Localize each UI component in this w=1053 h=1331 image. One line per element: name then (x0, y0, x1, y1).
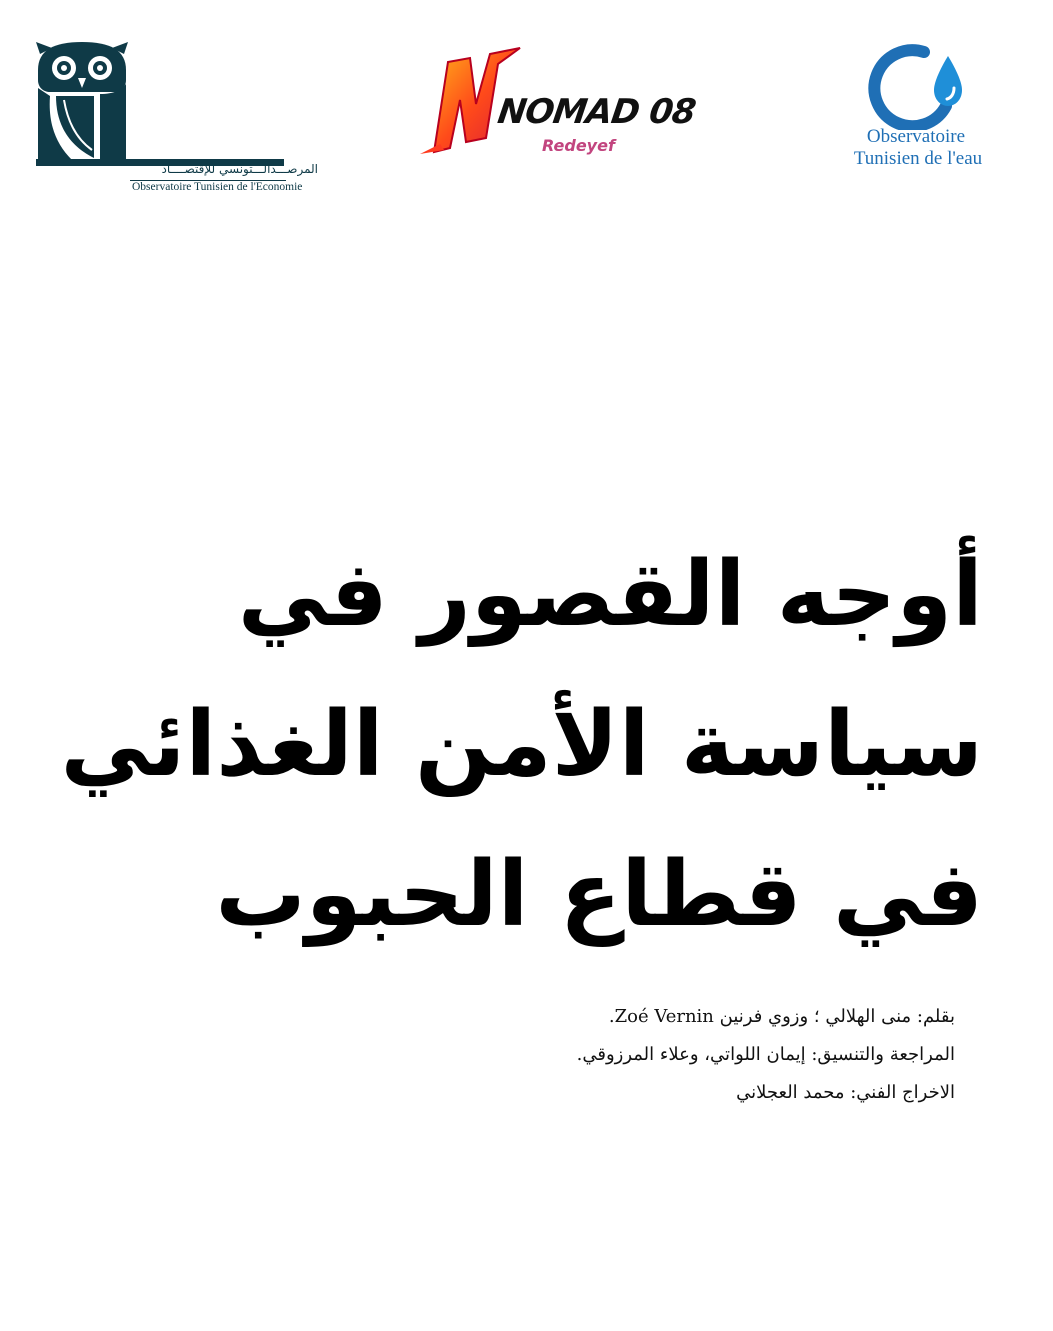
credit-design: الاخراج الفني: محمد العجلاني (736, 1082, 955, 1103)
document-title (60, 520, 983, 970)
title-line-1: أوجه القصور في (237, 542, 983, 647)
logo-nomad (414, 44, 698, 170)
logo-observatoire-eau (838, 40, 998, 172)
logo-eau-line1: Observatoire (866, 126, 966, 147)
logo-eau-line2: Tunisien de l'eau (853, 148, 983, 169)
nomad-wordmark: NOMAD 08 (495, 92, 698, 132)
nomad-subtitle: Redeyef (542, 136, 615, 155)
water-drop-icon (862, 40, 972, 130)
title-line-2: سياسة الأمن الغذائي (60, 692, 983, 797)
logo-arabic-name: المرصـــدالـــتونسي للإقتصــــاد (161, 162, 318, 176)
title-line-3: في قطاع الحبوب (215, 842, 983, 947)
logo-french-name: Observatoire Tunisien de l'Economie (132, 181, 303, 193)
credit-review: المراجعة والتنسيق: إيمان اللواتي، وعلاء المرزوقي. (576, 1044, 955, 1065)
logo-observatoire-economie (34, 40, 318, 193)
credits-block (355, 998, 955, 1112)
owl-icon (34, 40, 134, 160)
credit-author: بقلم: منى الهلالي ؛ وزوي فرنين Zoé Vernin. (608, 1006, 955, 1027)
